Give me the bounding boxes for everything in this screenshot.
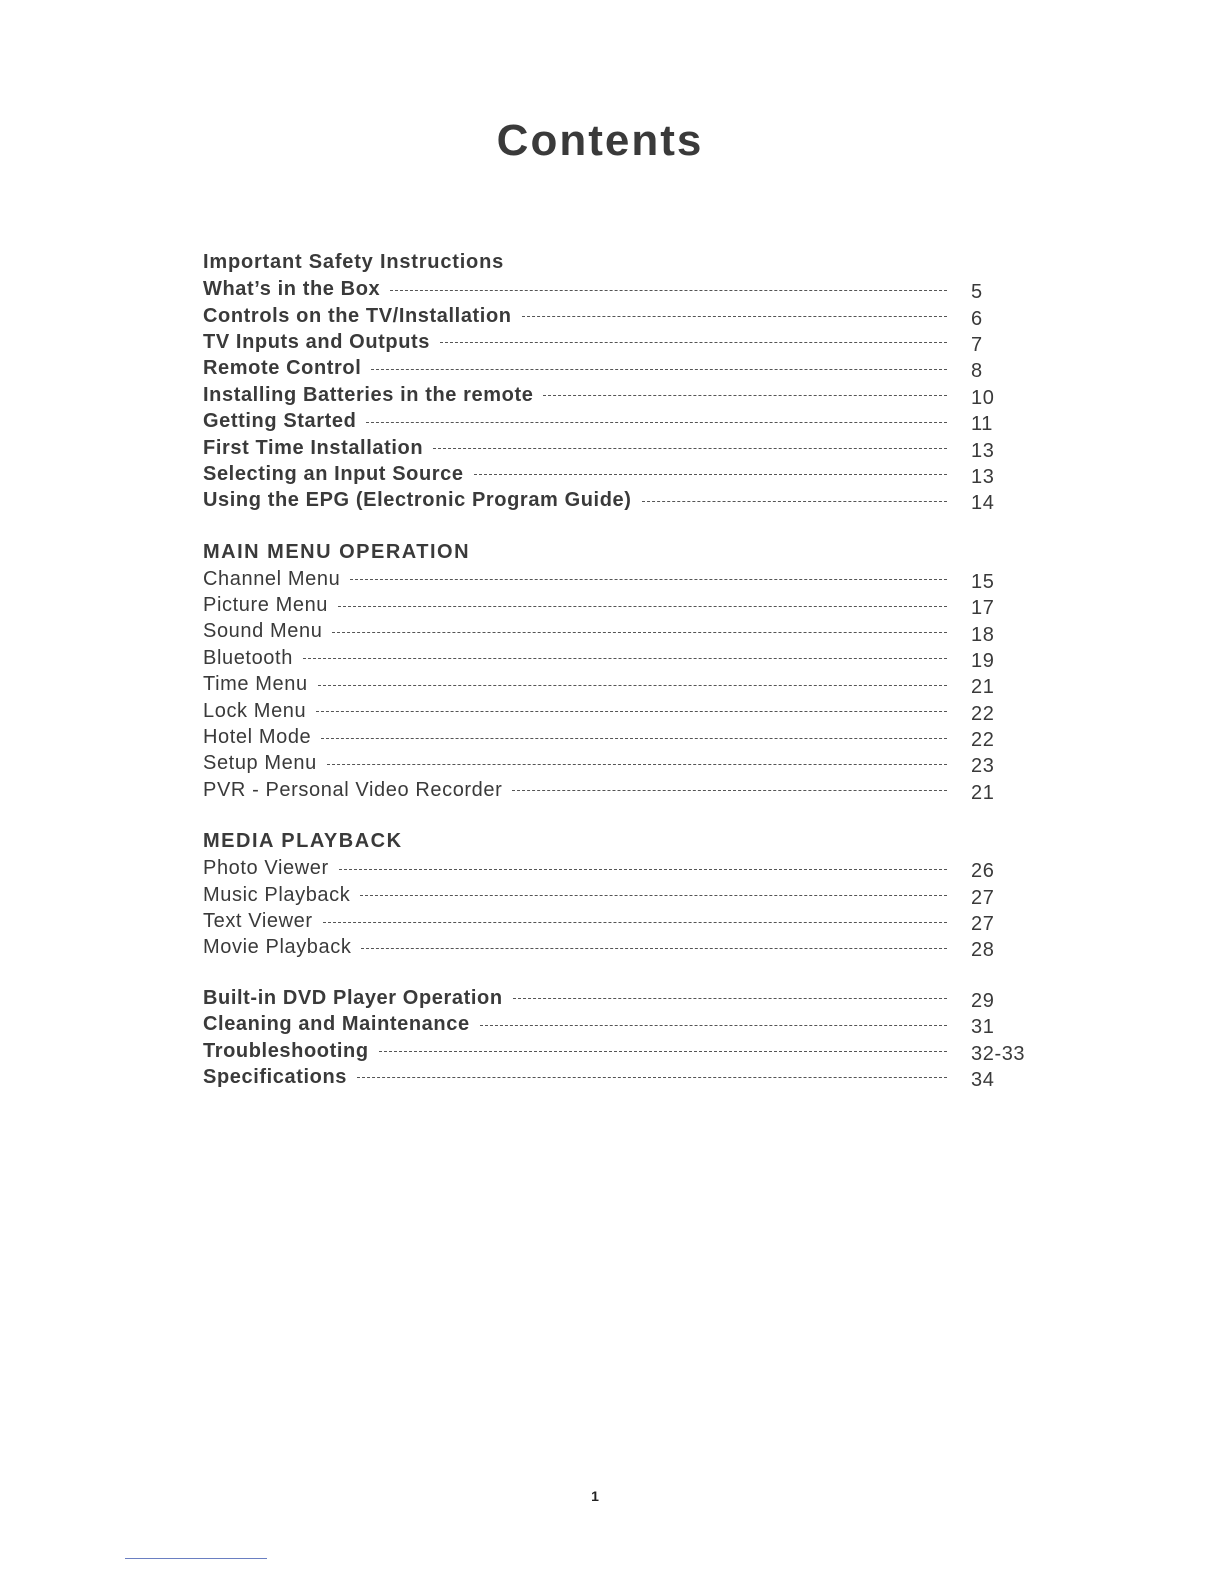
toc-entry-page: 15: [971, 570, 995, 593]
toc-entry-page: 27: [971, 913, 995, 936]
toc-entry-title: Photo Viewer: [203, 857, 329, 880]
toc-entry-title: Built-in DVD Player Operation: [203, 986, 503, 1009]
toc-entry[interactable]: [203, 855, 1043, 881]
toc-entry-page: 26: [971, 860, 995, 883]
toc-entry-page: 14: [971, 492, 995, 515]
dot-leader: [321, 738, 947, 739]
toc-entry-title: TV Inputs and Outputs: [203, 330, 431, 353]
dot-leader: [513, 998, 947, 999]
dot-leader: [379, 1051, 947, 1052]
toc-section: [203, 827, 1043, 961]
toc-entry-page: 19: [971, 649, 995, 672]
toc-entry-title: Sound Menu: [203, 620, 323, 643]
dot-leader: [474, 474, 947, 475]
dot-leader: [440, 342, 947, 343]
toc-section: [203, 538, 1043, 804]
dot-leader: [332, 632, 947, 633]
footnote-divider: [125, 1558, 267, 1559]
toc-entry-page: 10: [971, 386, 995, 409]
toc-entry[interactable]: [203, 1011, 1043, 1037]
dot-leader: [316, 711, 947, 712]
toc-entry-title: Getting Started: [203, 410, 357, 433]
toc-entry-title: Music Playback: [203, 883, 351, 906]
toc-entry-page: 23: [971, 755, 995, 778]
table-of-contents: [203, 248, 1043, 1114]
toc-entry[interactable]: [203, 329, 1043, 355]
toc-entry[interactable]: [203, 276, 1043, 302]
toc-entry-page: 31: [971, 1016, 995, 1039]
toc-entry-title: Using the EPG (Electronic Program Guide): [203, 489, 632, 512]
toc-entry-page: 11: [971, 413, 993, 436]
toc-entry-title: Text Viewer: [203, 910, 313, 932]
toc-entry[interactable]: [203, 382, 1043, 408]
toc-entry-page: 8: [971, 360, 983, 383]
toc-entry[interactable]: [203, 592, 1043, 618]
toc-entry-title: Setup Menu: [203, 752, 317, 775]
toc-entry-title: Channel Menu: [203, 567, 341, 590]
dot-leader: [350, 579, 947, 580]
toc-entry-title: Picture Menu: [203, 594, 329, 617]
toc-entry-page: 5: [971, 281, 983, 304]
toc-entry-page: 6: [971, 307, 983, 330]
toc-entry[interactable]: [203, 1037, 1043, 1063]
toc-entry-title: Controls on the TV/Installation: [203, 304, 512, 327]
dot-leader: [318, 685, 947, 686]
toc-entry-page: 17: [971, 597, 995, 620]
toc-entry-title: Remote Control: [203, 357, 362, 380]
toc-entry-page: 28: [971, 939, 995, 962]
toc-entry[interactable]: [203, 461, 1043, 487]
toc-entry[interactable]: [203, 750, 1043, 776]
toc-entry[interactable]: [203, 408, 1043, 434]
dot-leader: [522, 316, 947, 317]
toc-entry[interactable]: [203, 671, 1043, 697]
toc-entry-title: Installing Batteries in the remote: [203, 383, 534, 406]
toc-entry-title: Troubleshooting: [203, 1039, 369, 1062]
toc-entry-title: Specifications: [203, 1065, 347, 1088]
toc-entry[interactable]: [203, 302, 1043, 328]
toc-section: [203, 985, 1043, 1091]
dot-leader: [327, 764, 947, 765]
toc-entry[interactable]: [203, 566, 1043, 592]
dot-leader: [480, 1025, 947, 1026]
toc-entry-page: 34: [971, 1068, 995, 1091]
toc-entry-title: Movie Playback: [203, 936, 352, 959]
toc-entry-page: 7: [971, 333, 983, 356]
toc-entry-title: What’s in the Box: [203, 278, 381, 301]
toc-entry-page: 22: [971, 702, 995, 725]
toc-entry-page: 32-33: [971, 1042, 1026, 1065]
toc-entry[interactable]: [203, 355, 1043, 381]
toc-entry[interactable]: [203, 777, 1043, 803]
toc-entry-page: 18: [971, 623, 995, 646]
toc-entry-title: Selecting an Input Source: [203, 462, 464, 485]
toc-entry[interactable]: [203, 985, 1043, 1011]
toc-entry-title: Bluetooth: [203, 646, 293, 669]
dot-leader: [390, 290, 947, 291]
toc-entry[interactable]: [203, 1064, 1043, 1090]
toc-entry-title: Lock Menu: [203, 699, 307, 722]
toc-entry-page: 22: [971, 729, 995, 752]
toc-entry-page: 29: [971, 989, 995, 1012]
toc-entry[interactable]: [203, 934, 1043, 960]
page-title: Contents: [496, 116, 704, 165]
toc-entry-title: First Time Installation: [203, 436, 424, 459]
dot-leader: [433, 448, 947, 449]
toc-entry[interactable]: [203, 487, 1043, 513]
toc-entry-page: 27: [971, 886, 995, 909]
toc-entry-page: 21: [971, 781, 995, 804]
toc-entry[interactable]: [203, 724, 1043, 750]
section-heading: MEDIA PLAYBACK: [203, 830, 403, 853]
toc-entry[interactable]: [203, 618, 1043, 644]
toc-entry-title: Hotel Mode: [203, 726, 312, 749]
section-heading: MAIN MENU OPERATION: [203, 540, 471, 563]
toc-entry[interactable]: [203, 908, 1043, 934]
toc-entry-page: 13: [971, 439, 995, 462]
dot-leader: [339, 869, 947, 870]
toc-entry[interactable]: [203, 881, 1043, 907]
dot-leader: [361, 948, 947, 949]
dot-leader: [366, 422, 947, 423]
dot-leader: [357, 1077, 947, 1078]
dot-leader: [543, 395, 947, 396]
toc-entry[interactable]: [203, 645, 1043, 671]
toc-entry-title: Time Menu: [203, 673, 308, 696]
page-number: 1: [591, 1488, 599, 1504]
dot-leader: [360, 895, 947, 896]
dot-leader: [371, 369, 947, 370]
dot-leader: [338, 606, 947, 607]
dot-leader: [323, 922, 947, 923]
dot-leader: [642, 501, 947, 502]
toc-entry-title: Cleaning and Maintenance: [203, 1013, 470, 1036]
toc-section: [203, 248, 1043, 514]
toc-entry[interactable]: [203, 434, 1043, 460]
toc-entry-title: PVR - Personal Video Recorder: [203, 778, 503, 801]
toc-entry[interactable]: [203, 697, 1043, 723]
dot-leader: [303, 658, 947, 659]
toc-entry-page: 21: [971, 676, 995, 699]
toc-heading-entry: Important Safety Instructions: [203, 251, 505, 273]
toc-entry-page: 13: [971, 465, 995, 488]
dot-leader: [512, 790, 947, 791]
